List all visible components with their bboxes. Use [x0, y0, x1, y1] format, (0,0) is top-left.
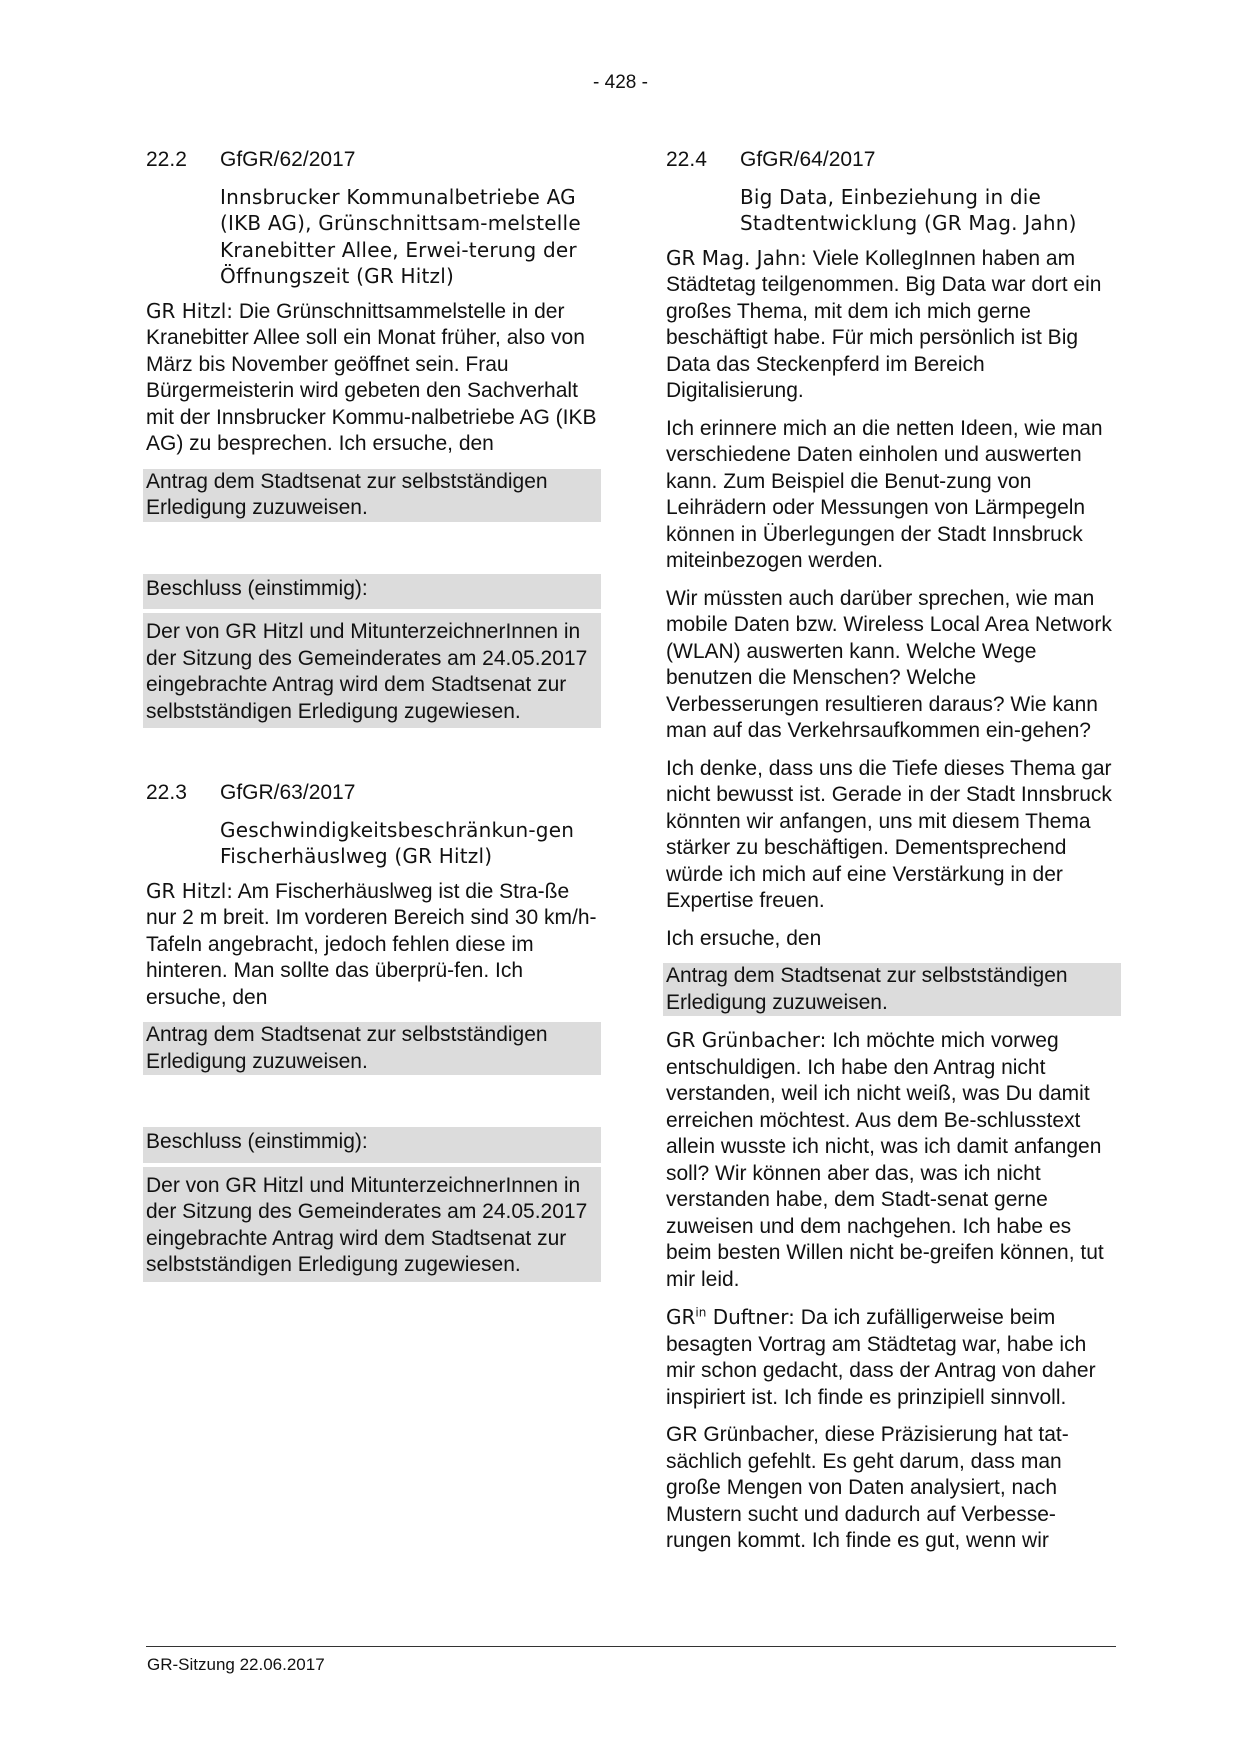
speech-paragraph [666, 245, 1121, 405]
section-title: Innsbrucker Kommunalbetriebe AG (IKB AG), Grünschnittsam-melstelle Kranebitter Allee, Erwei-terung der Öffnungszeit (GR Hitzl) [220, 184, 581, 288]
right-column [666, 147, 1121, 1566]
speech-text: Die Grünschnittsammelstelle in der Kranebitter Allee soll ein Monat früher, also von März bis November geöffnet sein. Frau Bürgermeisterin wird gebeten den Sachverhalt mit der Innsbrucker Kommu-nalbetriebe AG (IKB AG) zu besprechen. Ich ersuche, den [146, 299, 597, 455]
speech-paragraph: Ich ersuche, den [666, 926, 822, 950]
speech-paragraph [146, 298, 601, 458]
speech-text: Viele KollegInnen haben am Städtetag teilgenommen. Big Data war dort ein großes Thema, mit dem ich mich gerne beschäftigt habe. Für mich persönlich ist Big Data das Steckenpferd im Bereich Digitalisierung. [666, 246, 1102, 402]
page-number: - 428 - [593, 72, 648, 93]
section-reference: GfGR/63/2017 [220, 781, 356, 804]
beschluss-box [143, 1127, 601, 1282]
speech-paragraph [666, 1027, 1121, 1293]
speech-paragraph [666, 1304, 1121, 1411]
beschluss-text: Der von GR Hitzl und MitunterzeichnerInnen in der Sitzung des Gemeinderates am 24.05.2017 eingebrachte Antrag wird dem Stadtsenat zur selbstständigen Erledigung zugewiesen. [146, 620, 588, 723]
section-reference: GfGR/64/2017 [740, 148, 876, 171]
speech-paragraph [146, 878, 601, 1012]
speaker-title-suffix: in [695, 1305, 707, 1320]
speaker-name: GR Grünbacher: [666, 1028, 827, 1052]
beschluss-heading: Beschluss (einstimmig): [143, 574, 601, 614]
speech-paragraph: Ich erinnere mich an die netten Ideen, wie man verschiedene Daten einholen und auswerten kann. Zum Beispiel die Benut-zung von Leihrädern oder Messungen von Lärmpegeln können in Überlegungen der Stadt Innsbruck miteinbezogen werden. [666, 416, 1103, 572]
speech-paragraph: GR Grünbacher, diese Präzisierung hat tat-sächlich gefehlt. Es geht darum, dass man große Mengen von Daten analysiert, nach Mustern sucht und dadurch auf Verbesse-rungen kommt. Ich finde es gut, wenn wir [666, 1423, 1069, 1552]
section-reference: GfGR/62/2017 [220, 148, 356, 171]
speaker-name: GR Hitzl: [146, 878, 233, 903]
section-number: 22.4 [666, 148, 707, 171]
section-title: Big Data, Einbeziehung in die Stadtentwicklung (GR Mag. Jahn) [740, 184, 1077, 235]
footer-text: GR-Sitzung 22.06.2017 [147, 1655, 325, 1674]
speech-paragraph: Wir müssten auch darüber sprechen, wie man mobile Daten bzw. Wireless Local Area Network (WLAN) auswerten kann. Welche Wege benutzen die Menschen? Welche Verbesserungen resultieren daraus? Wie kann man auf das Verkehrsaufkommen ein-gehen? [666, 586, 1112, 742]
antrag-box: Antrag dem Stadtsenat zur selbstständigen Erledigung zuzuweisen. [663, 963, 1121, 1016]
antrag-box: Antrag dem Stadtsenat zur selbstständigen Erledigung zuzuweisen. [143, 469, 601, 522]
antrag-box: Antrag dem Stadtsenat zur selbstständigen Erledigung zuzuweisen. [143, 1022, 601, 1075]
speaker-name: GR Mag. Jahn: [666, 245, 807, 270]
speech-paragraph: Ich denke, dass uns die Tiefe dieses Thema gar nicht bewusst ist. Gerade in der Stadt Innsbruck könnten wir anfangen, uns mit diesem Thema stärker zu beschäftigen. Dementsprechend würde ich mich auf eine Verstärkung in der Expertise freuen. [666, 756, 1112, 912]
footer-divider [146, 1646, 1116, 1647]
beschluss-text: Der von GR Hitzl und MitunterzeichnerInnen in der Sitzung des Gemeinderates am 24.05.2017 eingebrachte Antrag wird dem Stadtsenat zur selbstständigen Erledigung zugewiesen. [146, 1173, 588, 1276]
beschluss-box [143, 574, 601, 729]
speech-text: Am Fischerhäuslweg ist die Stra-ße nur 2 m breit. Im vorderen Bereich sind 30 km/h-Tafeln angebracht, jedoch fehlen diese im hinteren. Man sollte das überprü-fen. Ich ersuche, den [146, 879, 597, 1009]
section-title: Geschwindigkeitsbeschränkun-gen Fischerhäuslweg (GR Hitzl) [220, 817, 575, 868]
section-heading [666, 147, 1121, 174]
speaker-title: GR [666, 1305, 696, 1329]
speech-text: Da ich zufälligerweise beim besagten Vortrag am Städtetag war, habe ich mir schon gedacht, dass der Antrag von daher inspiriert ist. Ich finde es prinzipiell sinnvoll. [666, 1306, 1096, 1409]
section-heading [146, 780, 601, 807]
beschluss-heading: Beschluss (einstimmig): [143, 1127, 601, 1167]
section-number: 22.3 [146, 781, 187, 804]
speaker-surname: Duftner: [712, 1305, 795, 1329]
section-number: 22.2 [146, 148, 187, 171]
left-column [146, 147, 601, 1282]
speaker-name: GR Hitzl: [146, 298, 233, 323]
section-heading [146, 147, 601, 174]
speech-text: Ich möchte mich vorweg entschuldigen. Ich habe den Antrag nicht verstanden, weil ich nicht weiß, was Du damit erreichen möchtest. Aus dem Be-schlusstext allein wusste ich nicht, was ich damit anfangen soll? Wir können aber das, was ich nicht verstanden habe, dem Stadt-senat gerne zuweisen und dem nachgehen. Ich habe es beim besten Willen nicht be-greifen können, tut mir leid. [666, 1029, 1104, 1291]
speaker-name [666, 1305, 795, 1329]
